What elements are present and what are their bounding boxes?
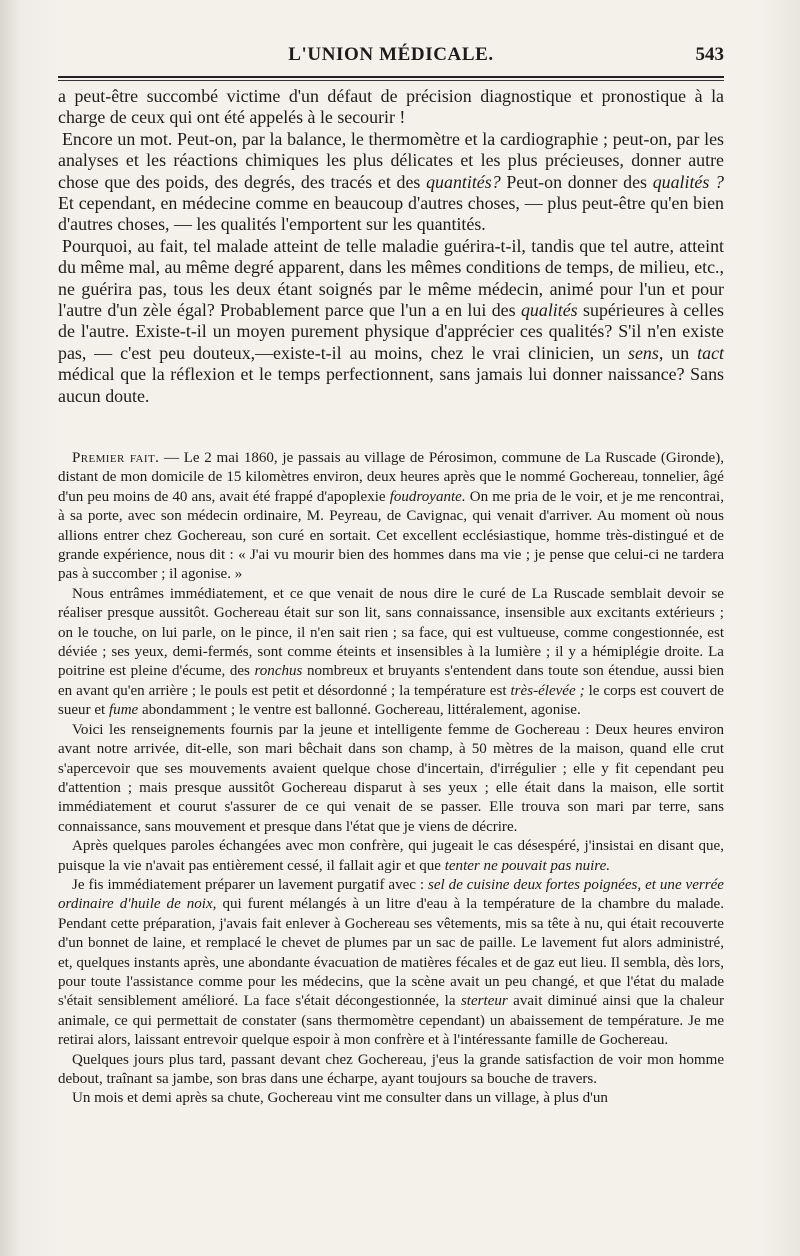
case-paragraph-5: Je fis immédiatement préparer un lavement purgatif avec : sel de cuisine deux fortes poignées, et une verrée ordinaire d'huile de noix, qui furent mélangés à un litre d'eau à la température de la chambre du malade. Pendant cette préparation, j'avais fait enlever à Gochereau ses vêtements, mis sa tête à nu, qui était recouverte d'un bonnet de laine, et remplacé le chevet de plumes par un sac de paille. Le lavement fut alors administré, et, quelques instants après, une abondante évacuation de matières fécales et de gaz eut lieu. Il sembla, dès lors, pour toute l'assistance comme pour les médecins, que la scène avait un peu changé, et que l'état du malade s'était sensiblement amélioré. La face s'était décongestionnée, la sterteur avait diminué ainsi que la chaleur animale, ce qui permettait de constater (sans thermomètre cependant) un abaissement de température. Je me retirai alors, laissant entrevoir quelque espoir à mon confrère et à l'intéressante famille de Gochereau.: [58, 876, 725, 1049]
paragraph-2: Encore un mot. Peut-on, par la balance, le thermomètre et la cardiographie ; peut-on, par les analyses et les réactions chimiques les plus délicates et les plus précieuses, donner autre chose que des poids, des degrés, des tracés et des quantités? Peut-on donner des qualités ? Et cependant, en médecine comme en beaucoup d'autres choses, — plus peut-être qu'en bien d'autres choses, — les qualités l'emportent sur les quantités.: [58, 128, 724, 235]
case-paragraph-3: Voici les renseignements fournis par la jeune et intelligente femme de Gochereau : Deux heures environ avant notre arrivée, dit-elle, son mari bêchait dans son champ, à 50 mètres de la maison, quand elle crut s'apercevoir que ses mouvements avaient quelque chose d'incertain, d'irrégulier ; elle y fit cependant peu d'attention ; mais presque aussitôt Gochereau disparut à ses yeux ; elle était dans la maison, elle sortit immédiatement et courut s'assurer de ce qui venait de se passer. Elle trouva son mari par terre, sans connaissance, sans mouvement et presque dans l'état que je viens de décrire.: [58, 721, 724, 835]
case-paragraph-2: Nous entrâmes immédiatement, et ce que venait de nous dire le curé de La Ruscade semblait devoir se réaliser presque aussitôt. Gochereau était sur son lit, sans connaissance, insensible aux excitants extérieurs ; on le touche, on lui parle, on le pince, il n'en sait rien ; sa face, qui est vultueuse, comme congestionnée, est déviée ; ses yeux, demi-fermés, sont comme éteints et insensibles à la lumière ; il y a hémiplégie droite. La poitrine est pleine d'écume, des ronchus nombreux et bruyants s'entendent dans toute son étendue, aussi bien en avant qu'en arrière ; le pouls est petit et désordonné ; la température est très-élevée ; le corps est couvert de sueur et fume abondamment ; le ventre est ballonné. Gochereau, littéralement, agonise.: [58, 585, 725, 719]
case-paragraph-1: Premier fait. — Le 2 mai 1860, je passais au village de Pérosimon, commune de La Ruscade (Gironde), distant de mon domicile de 15 kilomètres environ, deux heures après que le nommé Gochereau, tonnelier, âgé d'un peu moins de 40 ans, avait été frappé d'apoplexie foudroyante. On me pria de le voir, et je me rencontrai, à sa porte, avec son médecin ordinaire, M. Peyreau, de Cavignac, qui venait d'arriver. Au moment où nous allions entrer chez Gochereau, son curé en sortait. Cet excellent ecclésiastique, homme très-distingué et de grande expérience, nous dit : « J'ai vu mourir bien des hommes dans ma vie ; je pense que celui-ci ne tardera pas à succomber ; il agonise. »: [58, 450, 724, 583]
case-paragraph-4: Après quelques paroles échangées avec mon confrère, qui jugeait le cas désespéré, j'insistai en disant que, puisque la vie n'avait pas entièrement cessé, il fallait agir et que tenter ne pouvait pas nuire.: [58, 838, 724, 874]
page-header: [58, 40, 724, 74]
page-number: 543: [695, 44, 724, 65]
main-text-large: [58, 86, 724, 407]
header-rule-thin: [58, 80, 724, 81]
header-rule: [58, 76, 724, 78]
section-label: Premier fait.: [72, 450, 160, 466]
case-paragraph-6: Quelques jours plus tard, passant devant chez Gochereau, j'eus la grande satisfaction de voir mon homme debout, traînant sa jambe, son bras dans une écharpe, ayant toujours sa bouche de travers.: [58, 1051, 724, 1087]
main-text-small: [58, 449, 724, 1109]
paragraph-1: a peut-être succombé victime d'un défaut de précision diagnostique et pronostique à la charge de ceux qui ont été appelés à le secourir !: [58, 86, 724, 128]
case-paragraph-7: Un mois et demi après sa chute, Gochereau vint me consulter dans un village, à plus d'un: [72, 1090, 608, 1107]
paragraph-3: Pourquoi, au fait, tel malade atteint de telle maladie guérira-t-il, tandis que tel autre, atteint du même mal, au même degré apparent, dans les mêmes conditions de temps, de milieu, etc., ne guérira pas, tous les deux étant soignés par le même médecin, animé pour l'un et pour l'autre d'un zèle égal? Probablement parce que l'un a en lui des qualités supérieures à celles de l'autre. Existe-t-il un moyen purement physique d'apprécier ces qualités? S'il n'en existe pas, — c'est peu douteux,—existe-t-il au moins, chez le vrai clinicien, un sens, un tact médical que la réflexion et le temps perfectionnent, sans jamais lui donner naissance? Sans aucun doute.: [58, 235, 724, 406]
running-title: L'UNION MÉDICALE.: [288, 44, 494, 65]
